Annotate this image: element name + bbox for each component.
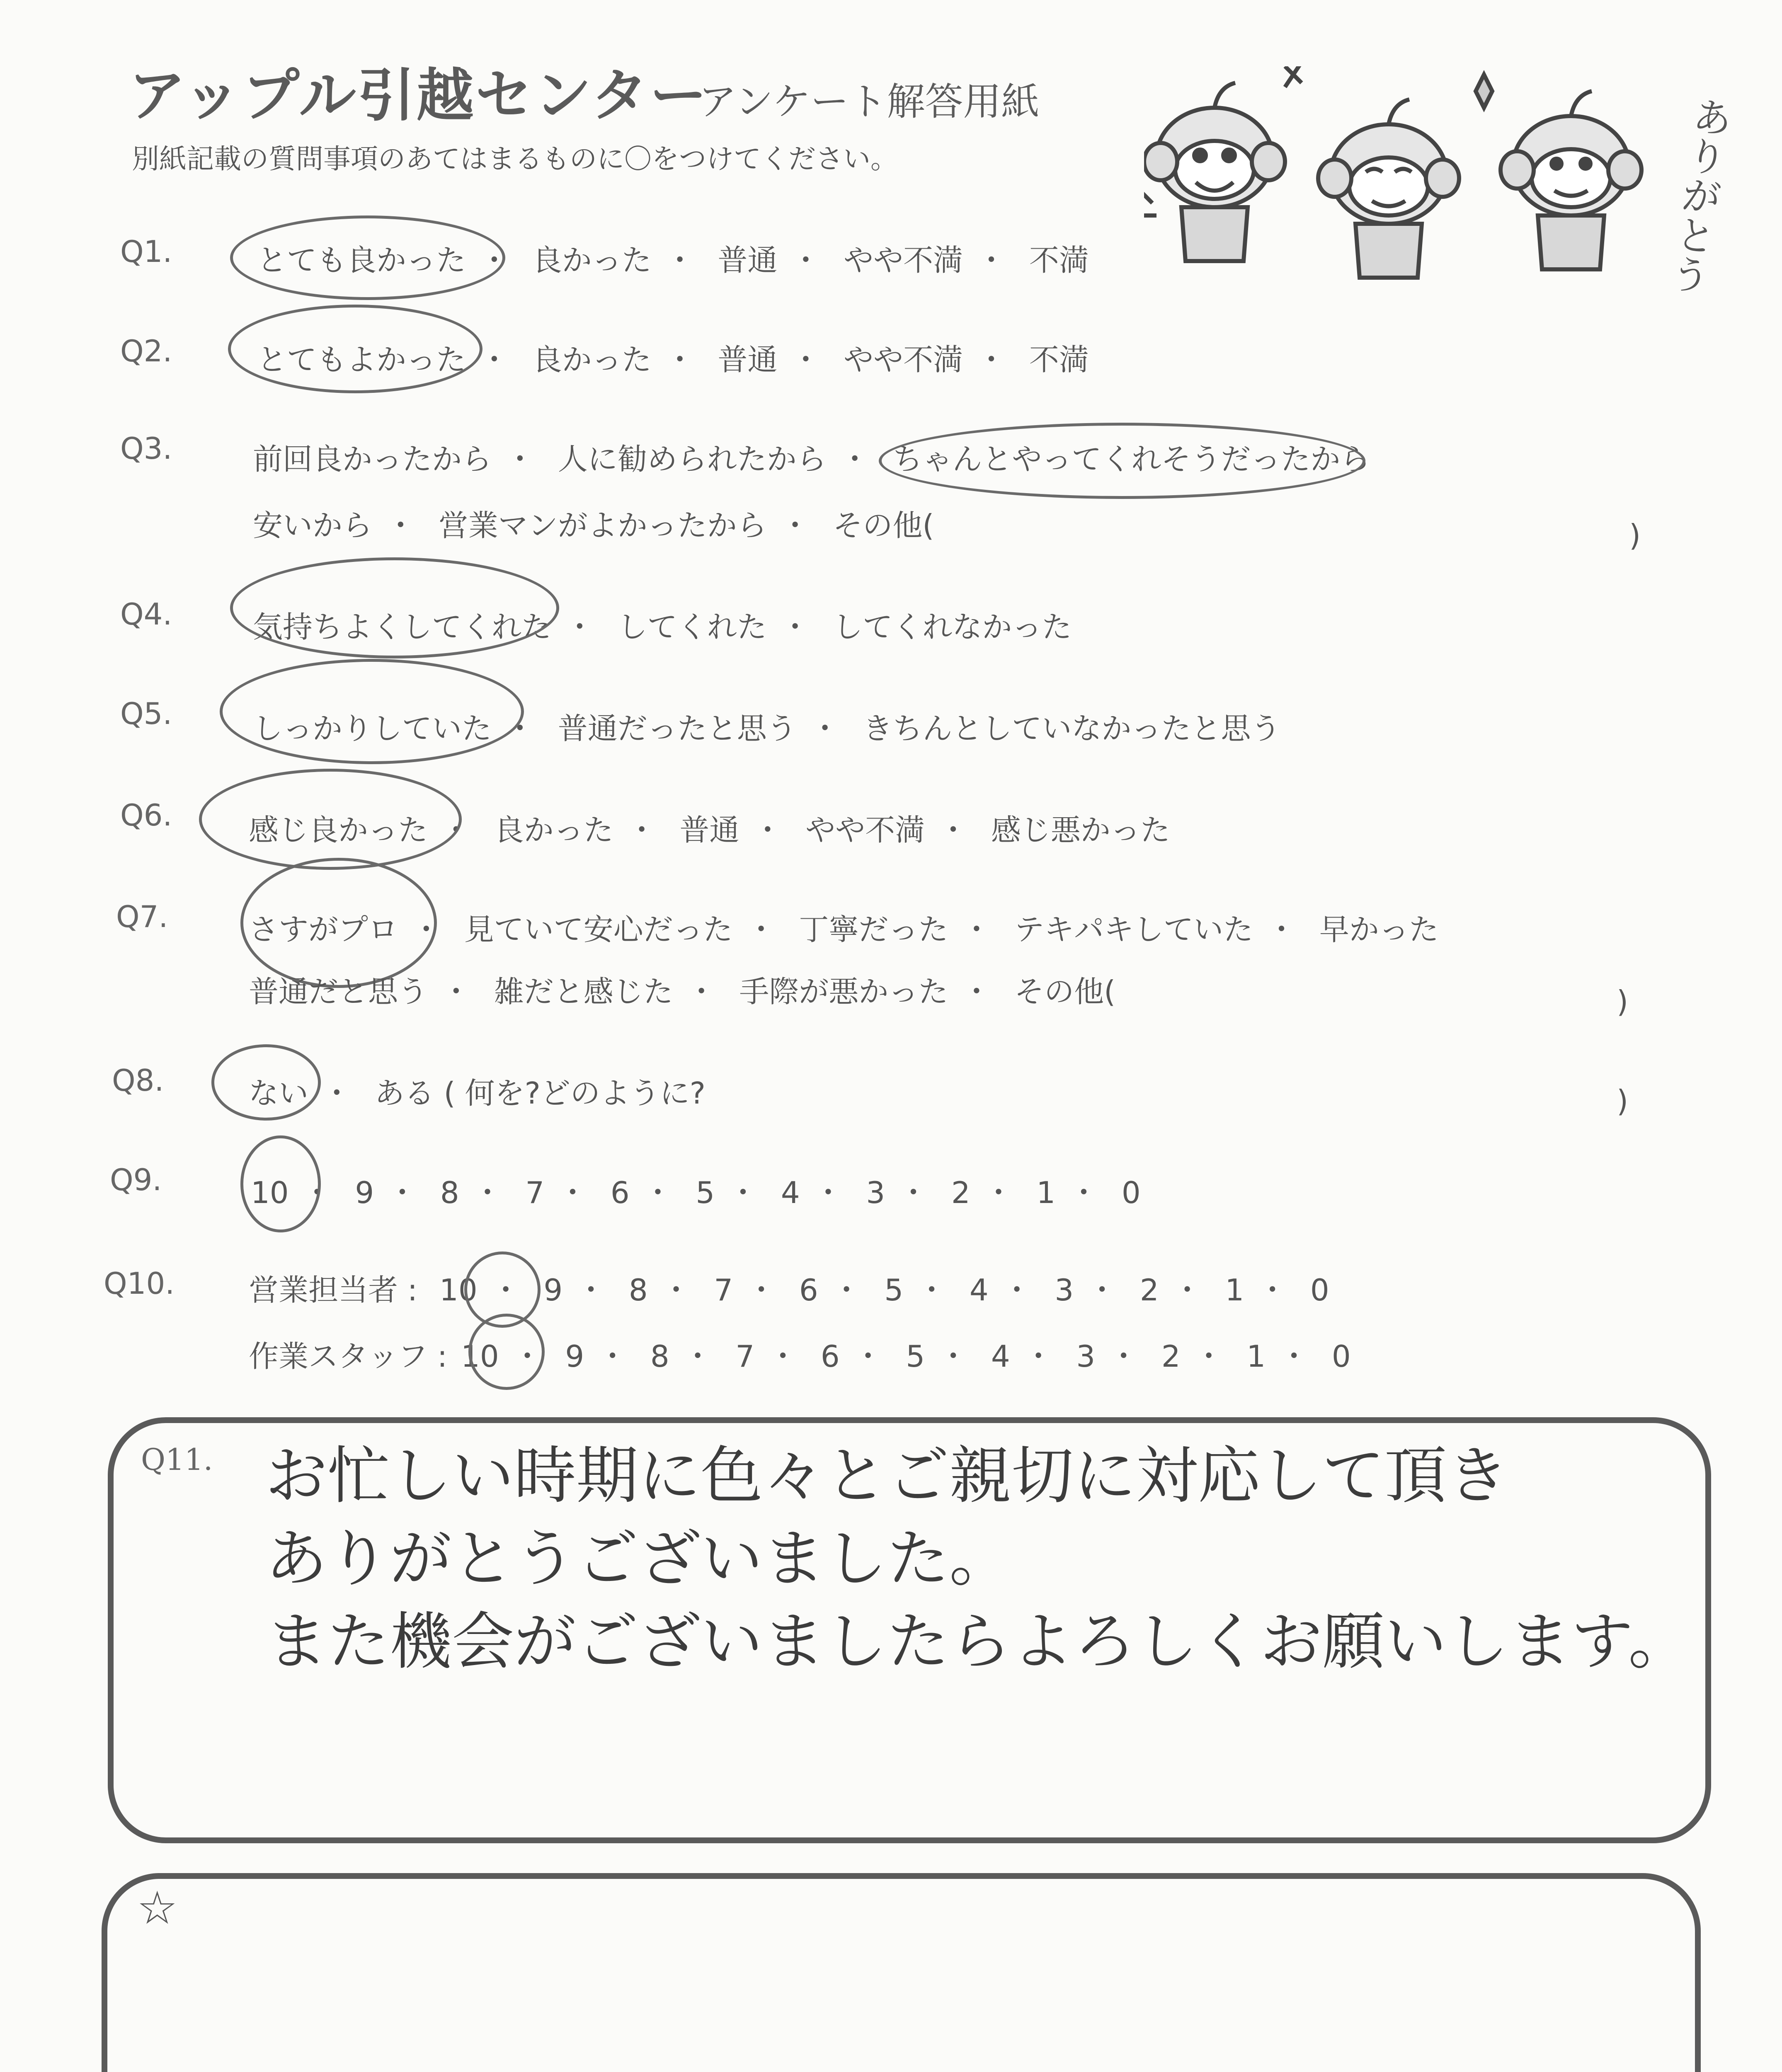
score-option[interactable]: 1 bbox=[1036, 1175, 1056, 1210]
score-option[interactable]: 2 bbox=[1140, 1273, 1159, 1307]
form-instruction: 別紙記載の質問事項のあてはまるものに〇をつけてください。 bbox=[132, 143, 898, 175]
q11-handwritten-line-1: お忙しい時期に色々とご親切に対応して頂き bbox=[265, 1440, 1509, 1512]
score-option[interactable]: 3 bbox=[1055, 1273, 1074, 1307]
answer-circle-q1 bbox=[230, 215, 505, 300]
question-label-q7: Q7. bbox=[116, 899, 168, 934]
question-label-q8: Q8. bbox=[112, 1063, 164, 1098]
score-option[interactable]: 6 bbox=[799, 1273, 818, 1307]
question-options-q8: ない ・ ある ( 何を?どのように? bbox=[249, 1069, 706, 1112]
option[interactable]: 前回良かったから bbox=[253, 442, 492, 477]
option[interactable]: ない bbox=[249, 1076, 309, 1111]
question-options-q6: 感じ良かった ・ 良かった ・ 普通 ・ やや不満 ・ 感じ悪かった bbox=[249, 806, 1170, 849]
option[interactable]: 営業マンがよかったから bbox=[438, 508, 767, 543]
star-icon: ☆ bbox=[137, 1881, 178, 1934]
q11-handwritten-line-3: また機会がございましたらよろしくお願いします。 bbox=[265, 1606, 1691, 1678]
score-option[interactable]: 6 bbox=[610, 1175, 630, 1210]
score-option[interactable]: 0 bbox=[1310, 1273, 1329, 1307]
score-option[interactable]: 4 bbox=[991, 1339, 1010, 1374]
option[interactable]: テキパキしていた bbox=[1014, 912, 1253, 947]
score-scale-q9: 10 ・ 9 ・ 8 ・ 7 ・ 6 ・ 5 ・ 4 ・ 3 ・ 2 ・ 1 ・ 0 bbox=[251, 1175, 1141, 1210]
option[interactable]: ある ( 何を?どのように? bbox=[374, 1076, 706, 1111]
option[interactable]: きちんとしていなかったと思う bbox=[863, 711, 1281, 746]
mascot-monkeys-illustration bbox=[1144, 66, 1704, 298]
question-options-q4: 気持ちよくしてくれた ・ してくれた ・ してくれなかった bbox=[253, 603, 1072, 646]
option[interactable]: 良かった bbox=[494, 813, 613, 847]
option[interactable]: 感じ悪かった bbox=[991, 813, 1170, 847]
question-label-q10: Q10. bbox=[104, 1266, 175, 1301]
answer-circle-q3 bbox=[879, 423, 1365, 499]
option[interactable]: 丁寧だった bbox=[799, 912, 948, 947]
score-option[interactable]: 4 bbox=[969, 1273, 989, 1307]
option[interactable]: 不満 bbox=[1029, 342, 1089, 377]
score-row-staff: 作業スタッフ : 10 ・ 9 ・ 8 ・ 7 ・ 6 ・ 5 ・ 4 ・ 3 ・ 2 ・ 1 ・ 0 bbox=[249, 1332, 1351, 1375]
answer-circle-q8 bbox=[211, 1044, 321, 1121]
paren-close-q7: ) bbox=[1617, 984, 1629, 1019]
question-options-q5: しっかりしていた ・ 普通だったと思う ・ きちんとしていなかったと思う bbox=[253, 704, 1280, 748]
score-option[interactable]: 9 bbox=[543, 1273, 563, 1307]
score-option[interactable]: 5 bbox=[884, 1273, 904, 1307]
answer-circle-q9 bbox=[240, 1135, 321, 1232]
option[interactable]: 良かった bbox=[532, 243, 652, 278]
option[interactable]: 普通 bbox=[718, 342, 778, 377]
score-option[interactable]: 9 bbox=[355, 1175, 374, 1210]
score-option[interactable]: 8 bbox=[440, 1175, 459, 1210]
option[interactable]: やや不満 bbox=[844, 243, 963, 278]
option[interactable]: とても良かった bbox=[257, 243, 466, 278]
option[interactable]: 気持ちよくしてくれた bbox=[253, 610, 552, 644]
option[interactable]: 普通 bbox=[679, 813, 739, 847]
option[interactable]: してくれた bbox=[617, 610, 767, 644]
score-option[interactable]: 3 bbox=[1076, 1339, 1096, 1374]
score-option[interactable]: 2 bbox=[951, 1175, 970, 1210]
score-option[interactable]: 9 bbox=[565, 1339, 584, 1374]
option[interactable]: 手際が悪かった bbox=[739, 974, 948, 1009]
paren-close-q3: ) bbox=[1629, 518, 1641, 553]
question-label-q5: Q5. bbox=[120, 696, 172, 731]
option[interactable]: 普通 bbox=[718, 243, 778, 278]
free-comment-box[interactable] bbox=[102, 1873, 1701, 2072]
score-option[interactable]: 6 bbox=[820, 1339, 840, 1374]
option[interactable]: その他( bbox=[1014, 974, 1116, 1009]
question-options-q3-line1: 前回良かったから ・ 人に勧められたから ・ ちゃんとやってくれそうだったから bbox=[253, 435, 1370, 478]
option[interactable]: 良かった bbox=[532, 342, 652, 377]
monkey-2-icon bbox=[1285, 66, 1459, 278]
score-option[interactable]: 5 bbox=[696, 1175, 715, 1210]
answer-circle-q10-staff bbox=[468, 1314, 545, 1390]
question-options-q7-line1: さすがプロ ・ 見ていて安心だった ・ 丁寧だった ・ テキパキしていた ・ 早かった bbox=[249, 905, 1439, 949]
score-option[interactable]: 0 bbox=[1331, 1339, 1351, 1374]
question-options-q7-line2: 普通だと思う ・ 雑だと感じた ・ 手際が悪かった ・ その他( bbox=[249, 968, 1115, 1011]
score-row-label: 作業スタッフ : bbox=[249, 1339, 448, 1374]
answer-circle-q4 bbox=[230, 557, 559, 658]
question-label-q4: Q4. bbox=[120, 597, 172, 632]
score-option[interactable]: 7 bbox=[735, 1339, 755, 1374]
question-label-q1: Q1. bbox=[120, 234, 172, 269]
option[interactable]: とてもよかった bbox=[257, 342, 466, 377]
answer-circle-q5 bbox=[220, 659, 524, 764]
question-options-q2: とてもよかった ・ 良かった ・ 普通 ・ やや不満 ・ 不満 bbox=[257, 336, 1089, 379]
mascot-caption: ありがとう bbox=[1662, 93, 1736, 297]
score-option[interactable]: 10 bbox=[439, 1273, 478, 1307]
question-label-q6: Q6. bbox=[120, 798, 172, 833]
option[interactable]: 見ていて安心だった bbox=[464, 912, 733, 947]
option[interactable]: やや不満 bbox=[844, 342, 963, 377]
question-label-q9: Q9. bbox=[110, 1162, 162, 1197]
score-option[interactable]: 2 bbox=[1161, 1339, 1181, 1374]
paren-close-q8: ) bbox=[1617, 1084, 1629, 1118]
option[interactable]: 普通だったと思う bbox=[558, 711, 797, 746]
score-option[interactable]: 1 bbox=[1225, 1273, 1244, 1307]
option[interactable]: しっかりしていた bbox=[253, 711, 492, 746]
score-option[interactable]: 7 bbox=[525, 1175, 545, 1210]
question-options-q3-line2: 安いから ・ 営業マンがよかったから ・ その他( bbox=[253, 501, 934, 545]
score-option[interactable]: 5 bbox=[906, 1339, 925, 1374]
option[interactable]: 安いから bbox=[253, 508, 373, 543]
option[interactable]: 雑だと感じた bbox=[494, 974, 673, 1009]
option[interactable]: ちゃんとやってくれそうだったから bbox=[892, 442, 1370, 477]
score-option[interactable]: 8 bbox=[650, 1339, 669, 1374]
option[interactable]: その他( bbox=[833, 508, 934, 543]
score-option[interactable]: 0 bbox=[1121, 1175, 1141, 1210]
score-option[interactable]: 10 bbox=[251, 1175, 289, 1210]
option[interactable]: 普通だと思う bbox=[249, 974, 428, 1009]
question-label-q11: Q11. bbox=[141, 1442, 213, 1477]
form-subtitle: アンケート解答用紙 bbox=[698, 80, 1040, 124]
option[interactable]: やや不満 bbox=[805, 813, 925, 847]
option[interactable]: 不満 bbox=[1029, 243, 1089, 278]
score-row-label: 営業担当者 : bbox=[249, 1273, 418, 1307]
q11-handwritten-line-2: ありがとうございました。 bbox=[265, 1523, 1012, 1595]
score-option[interactable]: 10 bbox=[461, 1339, 499, 1374]
score-row-sales: 営業担当者 : 10 ・ 9 ・ 8 ・ 7 ・ 6 ・ 5 ・ 4 ・ 3 ・ 2 ・ 1 ・ 0 bbox=[249, 1266, 1329, 1309]
option[interactable]: 人に勧められたから bbox=[558, 442, 827, 477]
score-option[interactable]: 1 bbox=[1246, 1339, 1266, 1374]
option[interactable]: 感じ良かった bbox=[249, 813, 428, 847]
question-label-q2: Q2. bbox=[120, 334, 172, 368]
score-option[interactable]: 3 bbox=[866, 1175, 885, 1210]
option[interactable]: 早かった bbox=[1319, 912, 1439, 947]
question-label-q3: Q3. bbox=[120, 431, 172, 466]
answer-circle-q2 bbox=[228, 305, 482, 393]
monkey-1-icon bbox=[1144, 83, 1285, 261]
score-option[interactable]: 8 bbox=[628, 1273, 648, 1307]
score-option[interactable]: 7 bbox=[714, 1273, 733, 1307]
option[interactable]: さすがプロ bbox=[249, 912, 398, 947]
form-title: アップル引越センター bbox=[128, 62, 709, 129]
answer-circle-q6 bbox=[199, 769, 462, 870]
question-options-q1: とても良かった ・ 良かった ・ 普通 ・ やや不満 ・ 不満 bbox=[257, 236, 1089, 279]
monkey-3-icon bbox=[1476, 75, 1641, 269]
score-option[interactable]: 4 bbox=[781, 1175, 800, 1210]
option[interactable]: してくれなかった bbox=[833, 610, 1072, 644]
